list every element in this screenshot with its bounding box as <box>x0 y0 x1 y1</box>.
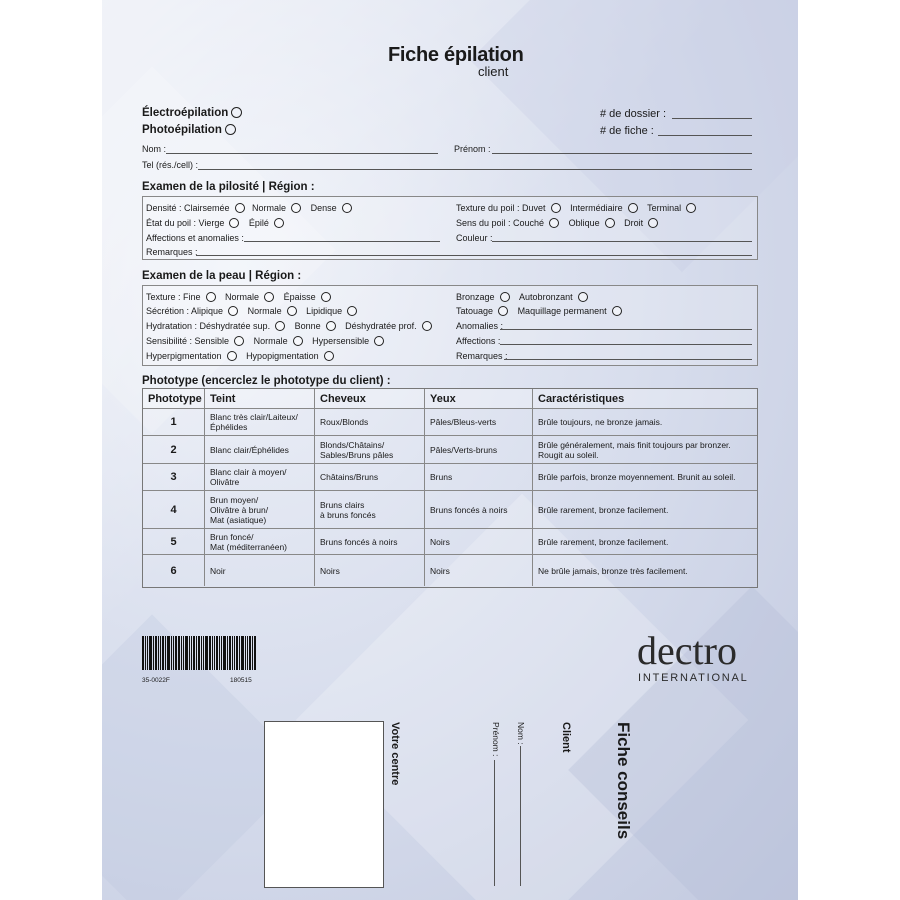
peau-affections-field[interactable] <box>500 344 752 345</box>
barcode-bar <box>153 636 154 670</box>
hypersensible-radio[interactable] <box>374 336 384 346</box>
table-row <box>143 491 757 529</box>
dense-label: Dense <box>310 203 337 213</box>
yeux-cell: Pâles/Bleus-verts <box>425 409 533 435</box>
barcode-bar <box>216 636 218 670</box>
phototype-number[interactable]: 1 <box>143 409 205 435</box>
peau-hydratation-row <box>146 321 434 331</box>
photoepilation-checkbox[interactable] <box>225 124 236 135</box>
hypopigmentation-radio[interactable] <box>324 351 334 361</box>
autobronzant-checkbox[interactable] <box>578 292 588 302</box>
barcode-bar <box>142 636 144 670</box>
phototype-heading: Phototype (encerclez le phototype du client) : <box>142 375 391 387</box>
barcode-bar <box>181 636 182 670</box>
electroepilation-option[interactable] <box>142 107 242 119</box>
affections-anomalies-field[interactable] <box>244 241 440 242</box>
barcode-bar <box>178 636 180 670</box>
barcode-bar <box>175 636 177 670</box>
teint-cell: Blanc clair à moyen/ Olivâtre <box>205 464 315 490</box>
barcode-bar <box>234 636 235 670</box>
oblique-label: Oblique <box>568 218 600 228</box>
pilosite-densite-row <box>146 203 354 213</box>
barcode-bar <box>160 636 161 670</box>
barcode-bar <box>241 636 244 670</box>
secretion-label: Sécrétion : Alipique <box>146 306 224 316</box>
barcode-bar <box>205 636 208 670</box>
bronzage-label: Bronzage <box>456 292 495 302</box>
oblique-radio[interactable] <box>605 218 615 228</box>
cheveux-cell: Châtains/Bruns <box>315 464 425 490</box>
yeux-cell: Pâles/Verts-bruns <box>425 436 533 463</box>
electroepilation-label: Électroépilation <box>142 107 229 119</box>
yeux-cell: Bruns <box>425 464 533 490</box>
hydratation-label: Hydratation : Déshydratée sup. <box>146 321 271 331</box>
pilosite-texture-row <box>456 203 698 213</box>
nom-vertical-label: Nom : <box>516 722 526 745</box>
barcode-bar <box>245 636 246 670</box>
photoepilation-option[interactable] <box>142 124 236 136</box>
phototype-number[interactable]: 3 <box>143 464 205 490</box>
epile-label: Épilé <box>248 218 269 228</box>
tel-label: Tel (rés./cell) : <box>142 160 199 170</box>
cheveux-header: Cheveux <box>315 389 425 409</box>
nom-label: Nom : <box>142 144 167 154</box>
caracteristiques-cell: Brûle parfois, bronze moyennement. Brunit au soleil. <box>538 472 736 482</box>
droit-radio[interactable] <box>648 218 658 228</box>
prenom-field[interactable] <box>492 153 752 154</box>
barcode-bar <box>145 636 146 670</box>
barcode-bar <box>183 636 184 670</box>
barcode-bar <box>223 636 226 670</box>
nom-field[interactable] <box>166 153 438 154</box>
phototype-number[interactable]: 4 <box>143 491 205 528</box>
form-subtitle: client <box>478 64 509 79</box>
barcode-bar <box>219 636 220 670</box>
caracteristiques-cell: Ne brûle jamais, bronze très facilement. <box>538 565 688 576</box>
sensible-radio[interactable] <box>234 336 244 346</box>
caracteristiques-header: Caractéristiques <box>533 389 757 409</box>
table-row <box>143 464 757 491</box>
barcode <box>142 636 258 670</box>
intermediaire-label: Intermédiaire <box>570 203 623 213</box>
form-sheet <box>102 0 798 900</box>
barcode-bar <box>247 636 248 670</box>
barcode-bar <box>167 636 170 670</box>
phototype-number[interactable]: 2 <box>143 436 205 463</box>
texture-poil-label: Texture du poil : Duvet <box>456 203 546 213</box>
client-vertical-label: Client <box>560 722 572 753</box>
electroepilation-checkbox[interactable] <box>231 107 242 118</box>
peau-pigmentation-row <box>146 351 336 361</box>
deshydratee-prof-radio[interactable] <box>422 321 432 331</box>
fine-radio[interactable] <box>206 292 216 302</box>
bronzage-row <box>456 292 590 302</box>
couleur-label: Couleur : <box>456 233 493 243</box>
phototype-number[interactable]: 5 <box>143 529 205 554</box>
barcode-bar <box>158 636 159 670</box>
dectro-logo-sub: INTERNATIONAL <box>638 672 749 684</box>
prenom-vertical-label: Prénom : <box>491 722 501 757</box>
duvet-radio[interactable] <box>551 203 561 213</box>
barcode-bar <box>162 636 164 670</box>
maquillage-label: Maquillage permanent <box>517 306 607 316</box>
droit-label: Droit <box>624 218 644 228</box>
hyperpigmentation-label: Hyperpigmentation <box>146 351 222 361</box>
vierge-radio[interactable] <box>229 218 239 228</box>
terminal-radio[interactable] <box>686 203 696 213</box>
dossier-label: # de dossier : <box>600 108 667 120</box>
epile-radio[interactable] <box>274 218 284 228</box>
peau-affections-label: Affections : <box>456 336 501 346</box>
affections-anomalies-label: Affections et anomalies : <box>146 233 244 243</box>
normale-radio[interactable] <box>291 203 301 213</box>
sensibilite-normale-label: Normale <box>253 336 288 346</box>
photo-box <box>264 721 384 888</box>
pilosite-remarques-field[interactable] <box>196 255 752 256</box>
barcode-bar <box>252 636 253 670</box>
etat-label: État du poil : Vierge <box>146 218 225 228</box>
bonne-label: Bonne <box>294 321 321 331</box>
prenom-vertical-field[interactable] <box>494 760 495 886</box>
barcode-bar <box>147 636 148 670</box>
pilosite-sens-row <box>456 218 660 228</box>
barcode-bar <box>196 636 197 670</box>
phototype-table <box>142 388 758 588</box>
barcode-bar <box>173 636 174 670</box>
nom-vertical-field[interactable] <box>520 746 521 886</box>
pilosite-etat-row <box>146 218 286 228</box>
peau-texture-label: Texture : Fine <box>146 292 201 302</box>
epaisse-label: Épaisse <box>283 292 316 302</box>
teint-cell: Brun moyen/ Olivâtre à brun/ Mat (asiatique) <box>205 491 315 528</box>
caracteristiques-cell: Brûle toujours, ne bronze jamais. <box>538 417 663 427</box>
deshydratee-sup-radio[interactable] <box>275 321 285 331</box>
table-row <box>143 409 757 436</box>
barcode-bar <box>212 636 213 670</box>
terminal-label: Terminal <box>647 203 682 213</box>
barcode-bar <box>249 636 251 670</box>
normale-label: Normale <box>252 203 287 213</box>
couleur-field[interactable] <box>492 241 752 242</box>
secretion-normale-label: Normale <box>247 306 282 316</box>
barcode-bar <box>214 636 215 670</box>
barcode-bar <box>185 636 188 670</box>
sensibilite-label: Sensibilité : Sensible <box>146 336 230 346</box>
votre-centre-label: Votre centre <box>389 722 401 786</box>
barcode-bar <box>203 636 204 670</box>
pilosite-remarques-label: Remarques : <box>146 247 198 257</box>
barcode-bar <box>191 636 192 670</box>
caracteristiques-cell: Brûle généralement, mais finit toujours par bronzer. Rougit au soleil. <box>538 439 731 460</box>
teint-cell: Noir <box>205 555 315 586</box>
barcode-bar <box>236 636 238 670</box>
texture-normale-radio[interactable] <box>264 292 274 302</box>
caracteristiques-cell: Brûle rarement, bronze facilement. <box>538 504 669 515</box>
cheveux-cell: Roux/Blonds <box>315 409 425 435</box>
deshydratee-prof-label: Déshydratée prof. <box>345 321 417 331</box>
dectro-logo: dectro <box>637 628 737 673</box>
dense-radio[interactable] <box>342 203 352 213</box>
bronzage-checkbox[interactable] <box>500 292 510 302</box>
pilosite-heading: Examen de la pilosité | Région : <box>142 181 315 193</box>
peau-secretion-row <box>146 306 359 316</box>
cheveux-cell: Bruns foncés à noirs <box>315 529 425 554</box>
barcode-bar <box>193 636 195 670</box>
maquillage-checkbox[interactable] <box>612 306 622 316</box>
sens-label: Sens du poil : Couché <box>456 218 545 228</box>
anomalies-label: Anomalies : <box>456 321 504 331</box>
tatouage-row <box>456 306 624 316</box>
cheveux-cell: Noirs <box>315 555 425 586</box>
hyperpigmentation-radio[interactable] <box>227 351 237 361</box>
fiche-conseils-label: Fiche conseils <box>614 722 633 840</box>
barcode-bar <box>232 636 233 670</box>
sensibilite-normale-radio[interactable] <box>293 336 303 346</box>
barcode-bar <box>227 636 228 670</box>
anomalies-field[interactable] <box>500 329 752 330</box>
barcode-bar <box>239 636 240 670</box>
fiche-field[interactable] <box>658 135 752 136</box>
phototype-number[interactable]: 6 <box>143 555 205 586</box>
barcode-bar <box>201 636 202 670</box>
autobronzant-label: Autobronzant <box>519 292 573 302</box>
barcode-bar <box>209 636 211 670</box>
table-row <box>143 529 757 555</box>
epaisse-radio[interactable] <box>321 292 331 302</box>
alipique-radio[interactable] <box>228 306 238 316</box>
hypersensible-label: Hypersensible <box>312 336 370 346</box>
yeux-cell: Noirs <box>425 555 533 586</box>
teint-cell: Blanc clair/Éphélides <box>205 436 315 463</box>
barcode-bar <box>165 636 166 670</box>
lipidique-label: Lipidique <box>306 306 343 316</box>
form-date-code: 180515 <box>230 677 252 684</box>
barcode-bar <box>149 636 152 670</box>
table-row <box>143 555 757 586</box>
form-code: 35-0022F <box>142 677 170 684</box>
form-title: Fiche épilation <box>388 44 524 66</box>
clairsemee-radio[interactable] <box>235 203 245 213</box>
secretion-normale-radio[interactable] <box>287 306 297 316</box>
dossier-field[interactable] <box>672 118 752 119</box>
teint-cell: Blanc très clair/Laiteux/ Éphélides <box>205 409 315 435</box>
couche-radio[interactable] <box>549 218 559 228</box>
barcode-bar <box>198 636 200 670</box>
hypopigmentation-label: Hypopigmentation <box>246 351 319 361</box>
teint-cell: Brun foncé/ Mat (méditerranéen) <box>205 529 315 554</box>
lipidique-radio[interactable] <box>347 306 357 316</box>
barcode-bar <box>155 636 157 670</box>
peau-heading: Examen de la peau | Région : <box>142 270 302 282</box>
yeux-cell: Bruns foncés à noirs <box>425 491 533 528</box>
prenom-label: Prénom : <box>454 144 491 154</box>
yeux-header: Yeux <box>425 389 533 409</box>
barcode-bar <box>189 636 190 670</box>
caracteristiques-cell: Brûle rarement, bronze facilement. <box>538 536 669 547</box>
tel-field[interactable] <box>198 169 752 170</box>
photoepilation-label: Photoépilation <box>142 124 222 136</box>
barcode-bar <box>171 636 172 670</box>
table-row <box>143 436 757 464</box>
tatouage-checkbox[interactable] <box>498 306 508 316</box>
barcode-bar <box>254 636 256 670</box>
cheveux-cell: Blonds/Châtains/ Sables/Bruns pâles <box>315 436 425 463</box>
peau-sensibilite-row <box>146 336 386 346</box>
peau-remarques-label: Remarques : <box>456 351 508 361</box>
barcode-bar <box>221 636 222 670</box>
densite-label: Densité : Clairsemée <box>146 203 230 213</box>
barcode-bar <box>229 636 231 670</box>
bonne-radio[interactable] <box>326 321 336 331</box>
peau-texture-row <box>146 292 333 302</box>
intermediaire-radio[interactable] <box>628 203 638 213</box>
peau-remarques-field[interactable] <box>504 359 752 360</box>
phototype-header: Phototype <box>143 389 205 409</box>
tatouage-label: Tatouage <box>456 306 494 316</box>
yeux-cell: Noirs <box>425 529 533 554</box>
teint-header: Teint <box>205 389 315 409</box>
fiche-label: # de fiche : <box>600 125 654 137</box>
peau-normale-label: Normale <box>225 292 260 302</box>
cheveux-cell: Bruns clairs à bruns foncés <box>315 491 425 528</box>
